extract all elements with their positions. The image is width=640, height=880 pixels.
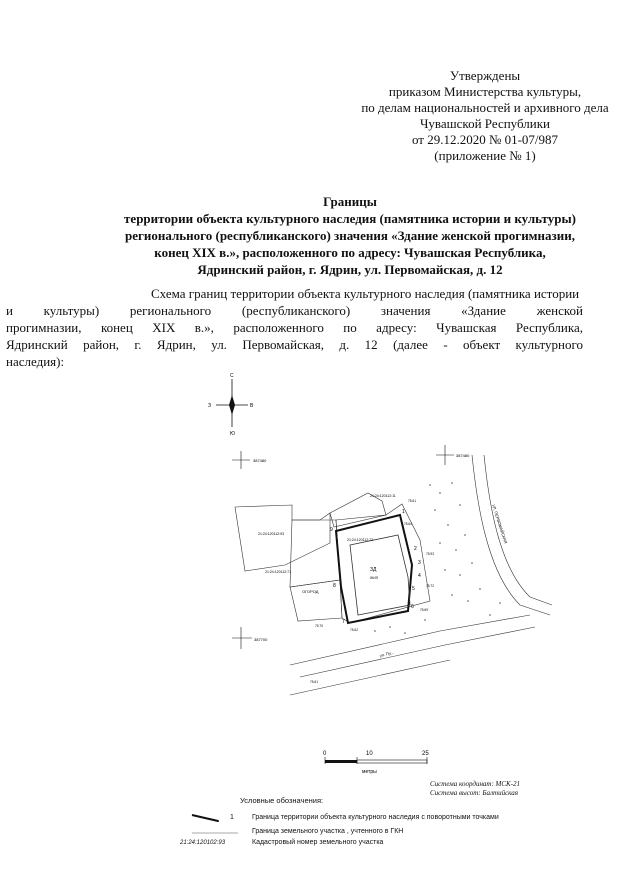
title-line: территории объекта культурного наследия (памятника истории и культуры) [124,211,576,226]
boundary-line-icon [188,812,248,824]
approval-line: Чувашской Республики [419,116,551,131]
legend-row-object-boundary [180,814,520,824]
legend-point: 1 [230,814,234,821]
point-label: 3 [418,560,421,566]
legend-text: Граница территории объекта культурного наследия с поворотными точками [252,814,499,821]
point-label: 1 [402,509,405,515]
elevation: 75.93 [426,552,434,556]
legend-title: Условные обозначения: [240,796,324,805]
scale-tick: 0 [323,751,327,757]
elevation: 75.72 [426,584,434,588]
coord-label: 387480 [456,453,470,458]
point-label: 9 [330,527,333,533]
scale-unit: метры [362,769,377,775]
approval-block [360,68,610,164]
approval-line: от 29.12.2020 № 01-07/987 [411,132,559,147]
coordinate-systems [430,780,520,798]
cadastral-number: 21:24:120112:93 [258,532,285,536]
compass-south: Ю [230,431,236,437]
scale-bar [310,745,430,775]
approval-line: (приложение № 1) [434,148,536,163]
coord-system: Система координат: МСК-21 [430,780,521,788]
legend-text: Граница земельного участка , учтенного в ГКН [252,828,404,835]
elevation: 75.64 [404,522,412,526]
compass-west: З [208,403,212,409]
point-label: 5 [412,586,415,592]
street-label: ул. Пу... [379,649,395,658]
point-label: 7 [342,619,345,625]
north-arrow-icon [208,373,254,437]
legend-text: Кадастровый номер земельного участка [252,839,384,846]
garden-label: ОГОРОД [302,589,319,594]
elevation: 75.61 [310,680,318,684]
title-line: Границы [323,194,377,209]
parcel-line-icon [188,830,248,836]
intro-line: Ядринский район, г. Ядрин, ул. Первомайская, д. 12 (далее - объект культурного [6,337,583,352]
elevation: 75.61 [408,499,416,503]
building-sub-label: ЖИЛ [370,576,379,580]
intro-line: прогимназии, конец XIX в.», расположенного по адресу: Чувашская Республика, [6,320,583,335]
street-label: УЛ. ПЕРВОМАЙСКАЯ [491,503,509,545]
scale-tick: 25 [422,751,429,757]
legend-cadastral-code: 21:24:120102:93 [180,840,226,846]
point-label: 6 [411,604,414,610]
point-label: 2 [414,546,417,552]
boundary-plan [190,365,560,705]
cadastral-number: 21:24:120112:72 [347,538,374,542]
approval-line: Утверждены [449,68,521,83]
legend-row-parcel [180,828,520,838]
point-label: 4 [418,573,421,579]
intro-line: Схема границ территории объекта культурного наследия (памятника истории [151,286,580,301]
elevation: 75.62 [350,628,358,632]
cadastral-number: 21:24:120112:71 [265,570,292,574]
intro-paragraph [6,285,583,370]
approval-line: по делам национальностей и архивного дела [361,100,609,115]
intro-line: наследия): [6,354,65,369]
elevation: 75.70 [315,624,323,628]
cadastral-number: 21:24:120112:11 [370,494,396,498]
title-line: Ядринский район, г. Ядрин, ул. Первомайская, д. 12 [197,262,503,277]
legend-row-cadastral [180,839,520,849]
point-label: 8 [333,583,336,589]
building-label: ЗД [370,567,377,573]
title-line: регионального (республиканского) значения «Здание женской прогимназии, [125,228,575,243]
compass-north: С [230,373,234,379]
document-title [60,193,640,278]
compass-east: В [250,403,254,409]
approval-line: приказом Министерства культуры, [388,84,582,99]
elevation: 75.69 [420,608,428,612]
title-line: конец XIX в.», расположенного по адресу: Чувашская Республика, [154,245,546,260]
height-system: Система высот: Балтийская [430,789,519,797]
coord-label: 387700 [254,637,268,642]
intro-line: и культуры) регионального (республиканского) значения «Здание женской [6,303,583,318]
scale-tick: 10 [366,751,373,757]
coord-label: 387480 [253,458,267,463]
